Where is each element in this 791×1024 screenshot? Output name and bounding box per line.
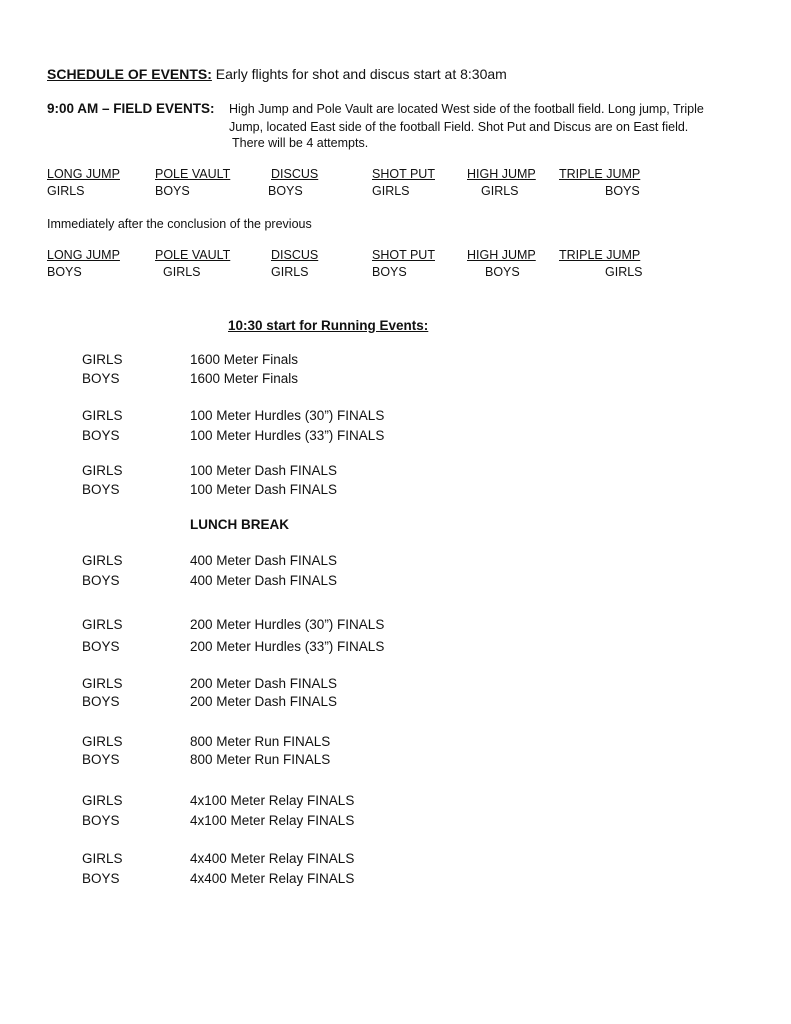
flight1-triple-jump-value: BOYS [605, 184, 640, 198]
event-name: 400 Meter Dash FINALS [190, 553, 338, 568]
flight2-high-jump-value: BOYS [485, 265, 520, 279]
event-name: 800 Meter Run FINALS [190, 734, 331, 749]
event-who: BOYS [82, 694, 120, 709]
flight1-shot-put-value: GIRLS [372, 184, 410, 198]
event-name: 4x400 Meter Relay FINALS [190, 871, 355, 886]
event-who: GIRLS [82, 553, 123, 568]
flight1-high-jump-value: GIRLS [481, 184, 519, 198]
flight2-long-jump-value: BOYS [47, 265, 82, 279]
flight1-header-long-jump: LONG JUMP [47, 167, 120, 181]
event-who: BOYS [82, 573, 120, 588]
event-who: BOYS [82, 752, 120, 767]
flight1-header-triple-jump: TRIPLE JUMP [559, 167, 641, 181]
event-name: 200 Meter Dash FINALS [190, 694, 338, 709]
event-who: GIRLS [82, 793, 123, 808]
schedule-title: SCHEDULE OF EVENTS: [47, 66, 212, 82]
event-name: 100 Meter Hurdles (33”) FINALS [190, 428, 385, 443]
event-who: BOYS [82, 871, 120, 886]
event-name: 100 Meter Hurdles (30”) FINALS [190, 408, 385, 423]
event-who: BOYS [82, 371, 120, 386]
event-name: 200 Meter Dash FINALS [190, 676, 338, 691]
flight2-header-long-jump: LONG JUMP [47, 248, 120, 262]
event-who: GIRLS [82, 734, 123, 749]
event-who: GIRLS [82, 676, 123, 691]
event-name: 200 Meter Hurdles (30”) FINALS [190, 617, 385, 632]
between-flights-note: Immediately after the conclusion of the previous [47, 217, 312, 231]
event-name: 800 Meter Run FINALS [190, 752, 331, 767]
flight1-pole-vault-value: BOYS [155, 184, 190, 198]
field-events-line1: High Jump and Pole Vault are located West side of the football field. Long jump, Triple [229, 102, 704, 116]
flight2-discus-value: GIRLS [271, 265, 309, 279]
field-events-line3: There will be 4 attempts. [232, 136, 369, 150]
field-events-label: 9:00 AM – FIELD EVENTS: [47, 101, 215, 116]
field-events-line2: Jump, located East side of the football Field. Shot Put and Discus are on East field. [229, 120, 689, 134]
event-name: 1600 Meter Finals [190, 371, 299, 386]
event-name: 200 Meter Hurdles (33”) FINALS [190, 639, 385, 654]
event-who: GIRLS [82, 617, 123, 632]
event-who: BOYS [82, 482, 120, 497]
flight2-triple-jump-value: GIRLS [605, 265, 643, 279]
flight1-discus-value: BOYS [268, 184, 303, 198]
lunch-break: LUNCH BREAK [190, 517, 289, 532]
event-name: 100 Meter Dash FINALS [190, 463, 338, 478]
flight2-header-discus: DISCUS [271, 248, 319, 262]
flight2-header-high-jump: HIGH JUMP [467, 248, 536, 262]
event-who: GIRLS [82, 352, 123, 367]
event-name: 400 Meter Dash FINALS [190, 573, 338, 588]
event-name: 1600 Meter Finals [190, 352, 299, 367]
event-who: GIRLS [82, 463, 123, 478]
flight1-header-shot-put: SHOT PUT [372, 167, 435, 181]
flight1-long-jump-value: GIRLS [47, 184, 85, 198]
event-name: 4x400 Meter Relay FINALS [190, 851, 355, 866]
flight2-header-shot-put: SHOT PUT [372, 248, 435, 262]
flight1-header-discus: DISCUS [271, 167, 319, 181]
schedule-header [47, 66, 507, 82]
flight2-shot-put-value: BOYS [372, 265, 407, 279]
flight1-header-high-jump: HIGH JUMP [467, 167, 536, 181]
event-who: BOYS [82, 813, 120, 828]
schedule-subtitle: Early flights for shot and discus start at 8:30am [215, 66, 507, 82]
event-who: GIRLS [82, 851, 123, 866]
flight2-pole-vault-value: GIRLS [163, 265, 201, 279]
flight1-header-pole-vault: POLE VAULT [155, 167, 231, 181]
event-name: 100 Meter Dash FINALS [190, 482, 338, 497]
event-who: GIRLS [82, 408, 123, 423]
event-name: 4x100 Meter Relay FINALS [190, 813, 355, 828]
flight2-header-pole-vault: POLE VAULT [155, 248, 231, 262]
running-events-heading: 10:30 start for Running Events: [228, 318, 429, 333]
event-who: BOYS [82, 639, 120, 654]
flight2-header-triple-jump: TRIPLE JUMP [559, 248, 641, 262]
event-name: 4x100 Meter Relay FINALS [190, 793, 355, 808]
event-who: BOYS [82, 428, 120, 443]
